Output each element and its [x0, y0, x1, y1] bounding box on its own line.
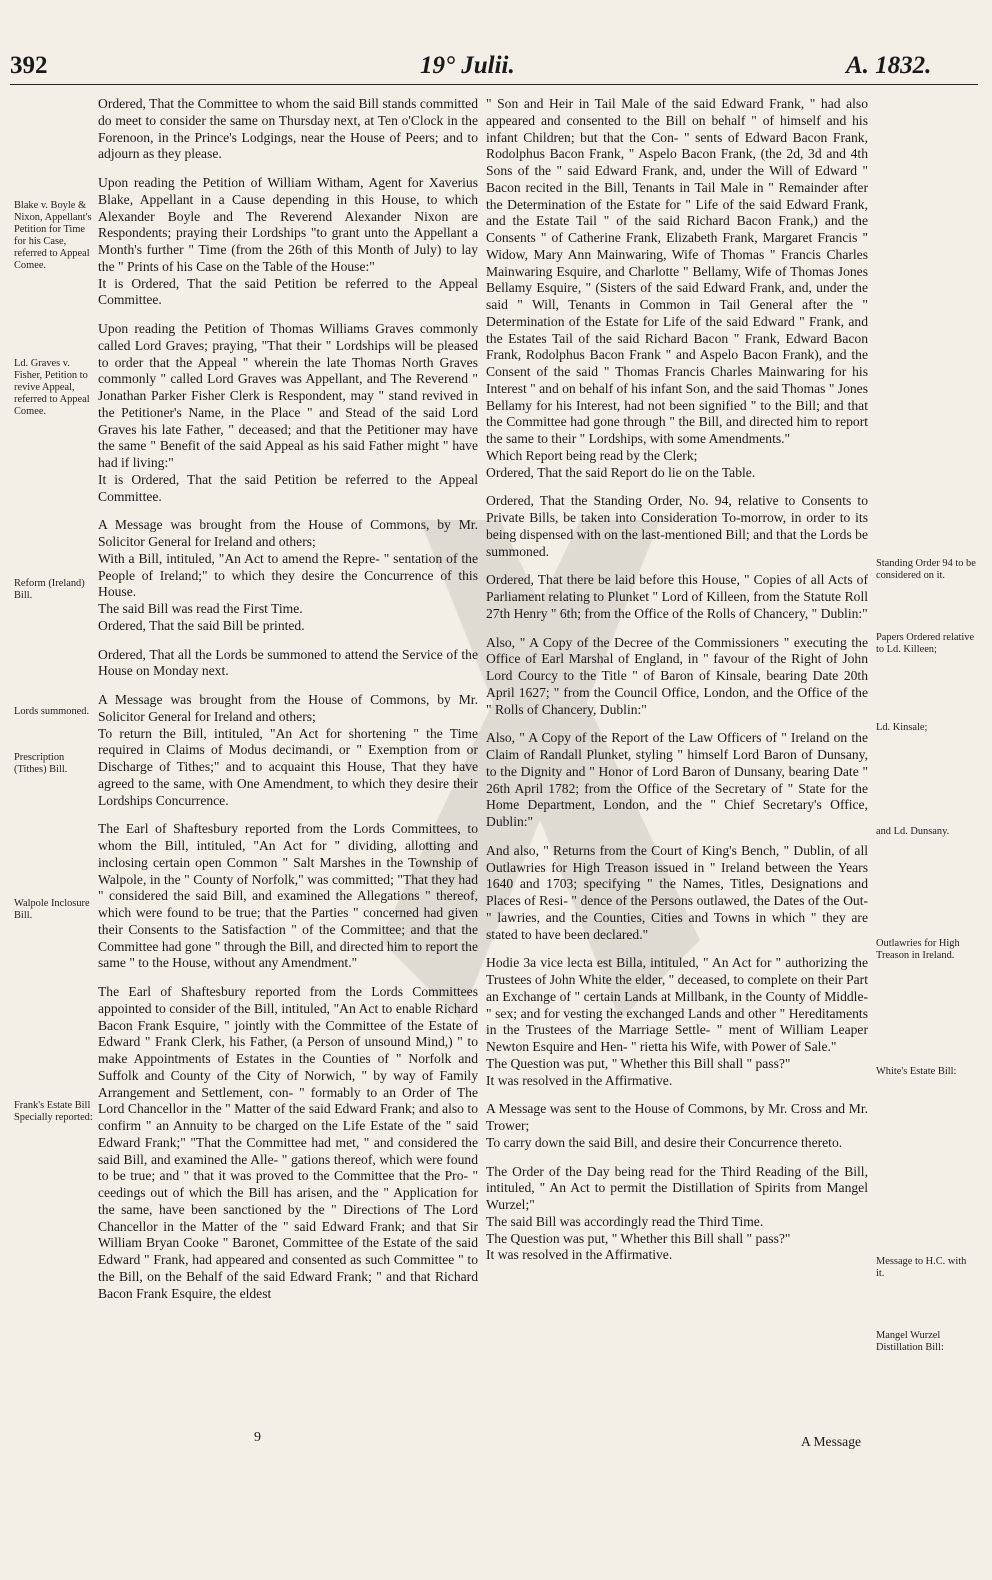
- margin-note: Prescription (Tithes) Bill.: [14, 752, 68, 775]
- paragraph: With a Bill, intituled, "An Act to amend the Repre- " sentation of the People of Ireland;" to which they desire the Concurrence of this House.: [98, 550, 478, 600]
- paragraph: It is Ordered, That the said Petition be referred to the Appeal Committee.: [98, 471, 478, 504]
- paragraph: Ordered, That the said Bill be printed.: [98, 617, 305, 633]
- paragraph: Hodie 3a vice lecta est Billa, intituled, " An Act for " authorizing the Trustees of John White the elder, " deceased, to complete on their Part an Exchange of " certain Lands at Millbank, in the County of Middle- " sex; and for vesting the exchanged Lands and other " Hereditaments in the Trustees of the Marriage Settle- " ment of William Leaper Newton Esquire and Hen- " rietta his Wife, with Power of Sale.": [486, 955, 868, 1054]
- paragraph: Which Report being read by the Clerk;: [486, 447, 698, 463]
- paragraph: Ordered, That the Committee to whom the said Bill stands committed do meet to consider the same on Thursday next, at Ten o'Clock in the Forenoon, in the Prince's Lodgings, near the House of Peers; and to adjourn as they please.: [98, 96, 478, 162]
- margin-note: Mangel Wurzel Distillation Bill:: [876, 1330, 944, 1353]
- paragraph: The Question was put, " Whether this Bill shall " pass?": [486, 1055, 791, 1071]
- paragraph: To return the Bill, intituled, "An Act for shortening " the Time required in Claims of Modus decimandi, or " Exemption from or Discharge of Tithes;" and to acquaint this House, That they have agreed to the same, with One Amendment, to which they desire their Lordships Concurrence.: [98, 725, 478, 808]
- margin-note: Blake v. Boyle & Nixon, Appellant's Petition for Time for his Case, referred to Appeal Comee.: [14, 200, 92, 271]
- paragraph: It was resolved in the Affirmative.: [486, 1072, 673, 1088]
- margin-note: Ld. Graves v. Fisher, Petition to revive Appeal, referred to Appeal Comee.: [14, 358, 90, 417]
- paragraph: " Son and Heir in Tail Male of the said Edward Frank, " had also appeared and consented to the Bill on behalf " of himself and his infant Children; but that the Con- " sents of Edward Bacon Frank, Rodolphus Bacon Frank, " Aspelo Bacon Frank, (the 2d, 3d and 4th Sons of the " said Edward Frank, and, under the Will of Edward " Bacon recited in the Bill, Tenants in Tail Male in " Remainder after the Determination of the Estate for " Life of the said Edward Frank, and the Estate Tail " of the said Richard Bacon Frank,) and the Consents " of Catherine Frank, Elizabeth Frank, Margaret Francis " Widow, Mary Ann Mainwaring, Wife of Thomas " Francis Charles Mainwaring Esquire, and Charlotte " Bellamy, Wife of Thomas Jones Bellamy Esquire, " (Sisters of the said Edward Frank, and, under the said " Will, Tenants in Common in Tail General after the " Determination of the Estate for Life of the said Edward " Frank, and the Estates Tail of the said Richard Bacon " Frank, Edward Bacon Frank, Rodolphus Bacon Frank " and Aspelo Bacon Frank), and the Consent of the said " Thomas Francis Charles Mainwaring for his Interest " and on behalf of his infant Son, and the said Thomas " Jones Bellamy for his Interest, had not been signified " to the Bill; and that the Committee had gone through " the Bill, and directed him to report the same to their " Lordships, with some Amendments.": [486, 96, 868, 446]
- paragraph: Upon reading the Petition of William Witham, Agent for Xaverius Blake, Appellant in a Cause depending in this House, to which Alexander Boyle and The Reverend Alexander Nixon are Respondents; praying their Lordships "to grant unto the Appellant a Month's further " Time (from the 26th of this Month of July) to lay the " Prints of his Case on the Table of the House:": [98, 175, 478, 274]
- margin-note: Lords summoned.: [14, 706, 90, 717]
- paragraph: The Earl of Shaftesbury reported from the Lords Committees appointed to consider of the Bill, intituled, "An Act to enable Richard Bacon Frank Esquire, " jointly with the Committee of the Estate of Edward " Frank Clerk, his Father, (a Person of unsound Mind,) " to make Appointments of Estates in the Counties of " Norfolk and Suffolk and County of the City of Norwich, " by way of Family Arrangement and Settlement, con- " formably to an Order of The Lord Chancellor in the " Matter of the said Edward Frank; and also to confirm " an Annuity to be charged on the Life Estate of the " said Edward Frank;" "That the Committee had met, " and considered the said Bill, and examined the Alle- " gations thereof, which were found to be true; and " that it was proved to the Committee that the Pro- " ceedings out of which the Bill has arisen, and the " Application for the same, have been sanctioned by the " Directions of The Lord Chancellor in the Matter of the " said Edward Frank; and that Sir William Bryan Cooke " Baronet, Committee of the Estate of the said Edward " Frank, had appeared and consented as such Committee " to the Bill, on the Behalf of the said Edward Frank; " and that Richard Bacon Frank Esquire, the eldest: [98, 984, 478, 1301]
- paragraph: A Message was brought from the House of Commons, by Mr. Solicitor General for Ireland and others;: [98, 692, 478, 724]
- paragraph: Upon reading the Petition of Thomas Williams Graves commonly called Lord Graves; praying, "That their " Lordships will be pleased to order that the Appeal " wherein the late Thomas North Graves commonly " called Lord Graves was Appellant, and The Reverend " Jonathan Parker Fisher Clerk is Respondent, may " stand revived in the Petitioner's Name, in the Place " and Stead of the said Lord Graves his late Father, " deceased; and that the Petitioner may have the same " Benefit of the said Appeal as his said Father might " have had if living:": [98, 321, 478, 470]
- left-column: [98, 96, 478, 1302]
- margin-note: Standing Order 94 to be considered on it.: [876, 558, 976, 581]
- catchword: A Message: [801, 1434, 862, 1449]
- margin-note: Outlawries for High Treason in Ireland.: [876, 938, 960, 961]
- paragraph: It is Ordered, That the said Petition be referred to the Appeal Committee.: [98, 275, 478, 308]
- paragraph: The Order of the Day being read for the Third Reading of the Bill, intituled, " An Act to permit the Distillation of Spirits from Mangel Wurzel;": [486, 1163, 868, 1212]
- paragraph: Ordered, That the said Report do lie on the Table.: [486, 464, 756, 480]
- margin-note: and Ld. Dunsany.: [876, 826, 950, 837]
- paragraph: Ordered, That there be laid before this House, " Copies of all Acts of Parliament relating to Plunket " Lord of Killeen, from the Statute Roll 27th Henry " 6th; from the Office of the Rolls of Chancery, " Dublin:": [486, 572, 868, 621]
- paragraph: Also, " A Copy of the Report of the Law Officers of " Ireland on the Claim of Randall Plunket, styling " himself Lord Baron of Dunsany, to the Dignity and " Honor of Lord Baron of Dunsany, bearing Date " 26th April 1782; from the Office of the Secretary of " State for the Home Department, London, and the " Chief Secretary's Office, Dublin:": [486, 730, 868, 829]
- margin-note: Ld. Kinsale;: [876, 722, 928, 733]
- paragraph: The said Bill was accordingly read the Third Time.: [486, 1213, 764, 1229]
- margin-note: Message to H.C. with it.: [876, 1256, 967, 1279]
- paragraph: Ordered, That all the Lords be summoned to attend the Service of the House on Monday next.: [98, 646, 478, 679]
- page-year: A. 1832.: [846, 52, 932, 79]
- signature-mark: 9: [254, 1430, 261, 1445]
- paragraph: To carry down the said Bill, and desire their Concurrence thereto.: [486, 1134, 843, 1150]
- paragraph: It was resolved in the Affirmative.: [486, 1247, 673, 1263]
- paragraph: A Message was brought from the House of Commons, by Mr. Solicitor General for Ireland and others;: [98, 517, 478, 549]
- page-number: 392: [10, 52, 48, 79]
- margin-note: Frank's Estate Bill Specially reported:: [14, 1100, 93, 1123]
- paragraph: A Message was sent to the House of Commons, by Mr. Cross and Mr. Trower;: [486, 1101, 868, 1133]
- page-date: 19° Julii.: [420, 52, 515, 79]
- margin-note: Papers Ordered relative to Ld. Killeen;: [876, 632, 975, 655]
- header-rule: [10, 84, 978, 85]
- right-column: [486, 96, 868, 1264]
- paragraph: Ordered, That the Standing Order, No. 94, relative to Consents to Private Bills, be taken into Consideration To-morrow, in order to its being dispensed with on the last-mentioned Bill; and that the Lords be summoned.: [486, 493, 868, 559]
- paragraph: The said Bill was read the First Time.: [98, 601, 303, 616]
- margin-note: White's Estate Bill:: [876, 1066, 957, 1077]
- paragraph: The Question was put, " Whether this Bill shall " pass?": [486, 1230, 791, 1246]
- margin-note: Walpole Inclosure Bill.: [14, 898, 90, 921]
- paragraph: Also, " A Copy of the Decree of the Commissioners " executing the Office of Earl Marshal of England, in " favour of the Right of John Lord Courcy to the Title " of Baron of Kinsale, bearing Date 20th April 1627; " from the Council Office, London, and the Office of the " Rolls of Chancery, Dublin:": [486, 634, 868, 717]
- paragraph: The Earl of Shaftesbury reported from the Lords Committees, to whom the Bill, intituled, "An Act for " dividing, allotting and inclosing certain open Common " Salt Marshes in the Township of Walpole, in the " County of Norfolk," was committed; "That they had " considered the said Bill, and examined the Allegations " thereof, which were found to be true; that the Parties " concerned had given their Consents to the Satisfaction " of the Committee; and that the Committee had gone " through the Bill, and directed him to report the same " to the House, without any Amendment.": [98, 821, 478, 971]
- margin-note: Reform (Ireland) Bill.: [14, 578, 85, 601]
- paragraph: And also, " Returns from the Court of King's Bench, " Dublin, of all Outlawries for High Treason issued in " Ireland between the Years 1640 and 1703; specifying " the Names, Titles, Designations and Places of Resi- " dence of the Persons outlawed, the Dates of the Out- " lawries, and the Counties, Cities and Towns in which " they are stated to have been declared.": [486, 842, 868, 942]
